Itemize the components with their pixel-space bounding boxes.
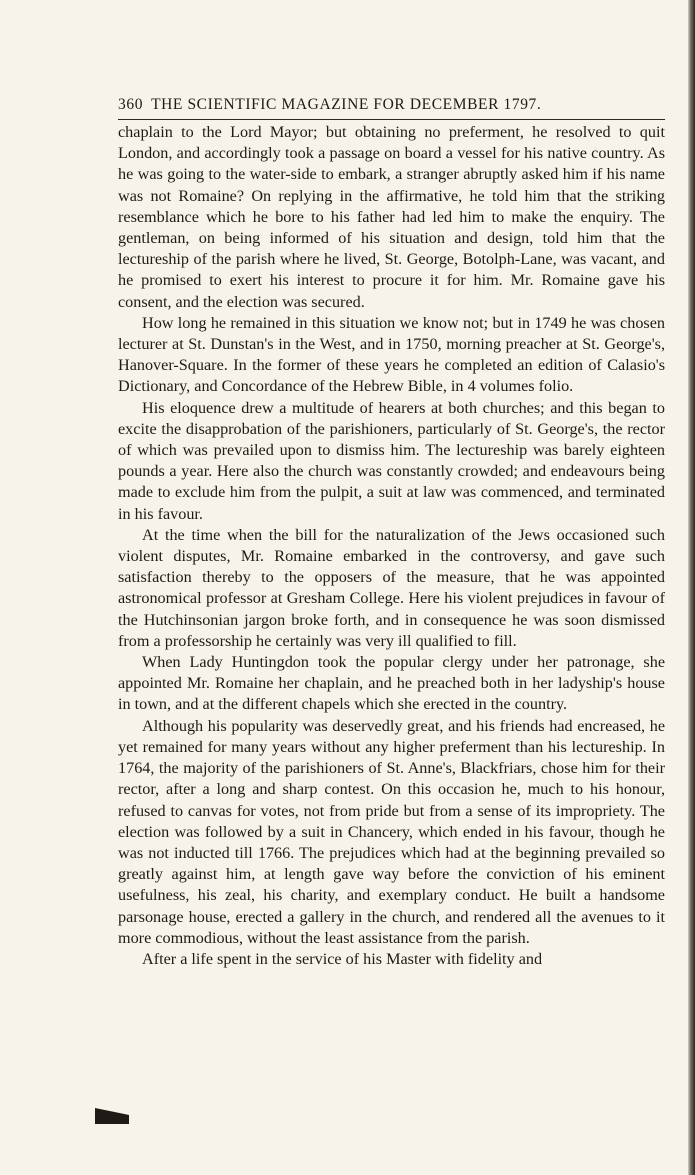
paragraph-6: Although his popularity was deservedly great, and his friends had encreased, he yet remained for many years without any higher preferment than his lectureship. In 1764, the majority of the parishioners of St. Anne's, Blackfriars, chose him for their rector, after a long and sharp contest. On this occasion he, much to his honour, refused to canvas for votes, not from pride but from a sense of its impropriety. The election was followed by a suit in Chancery, which ended in his favour, though he was not inducted till 1766. The prejudices which had at the beginning prevailed so greatly against him, at length gave way before the conviction of his eminent usefulness, his zeal, his charity, and exemplary conduct. He built a handsome parsonage house, erected a gallery in the church, and rendered all the avenues to it more commodious, without the least assistance from the parish. <box>118 716 665 947</box>
article-body <box>118 122 665 970</box>
page-edge-shadow <box>688 0 695 1175</box>
paragraph-3: His eloquence drew a multitude of hearers at both churches; and this began to excite the disapprobation of the parishioners, particularly of St. George's, the rector of which was prevailed upon to dismiss him. The lectureship was barely eighteen pounds a year. Here also the church was constantly crowded; and endeavours being made to exclude him from the pulpit, a suit at law was commenced, and terminated in his favour. <box>118 398 665 523</box>
paragraph-7: After a life spent in the service of his Master with fidelity and <box>142 949 543 968</box>
page <box>118 94 665 970</box>
running-head <box>118 94 665 116</box>
arrow-pointer-icon <box>95 1108 129 1124</box>
header-rule <box>118 119 665 120</box>
paragraph-1: chaplain to the Lord Mayor; but obtaining no preferment, he resolved to quit London, and accordingly took a passage on board a vessel for his native country. As he was going to the water-side to embark, a stranger abruptly asked him if his name was not Romaine? On replying in the affirmative, he told him that the striking resemblance which he bore to his father had led him to make the enquiry. The gentleman, on being informed of his situation and design, told him that the lectureship of the parish where he lived, St. George, Botolph-Lane, was vacant, and he promised to exert his interest to procure it for him. Mr. Romaine gave his consent, and the election was secured. <box>118 123 665 311</box>
paragraph-2: How long he remained in this situation we know not; but in 1749 he was chosen lecturer at St. Dunstan's in the West, and in 1750, morning preacher at St. George's, Hanover-Square. In the former of these years he completed an edition of Calasio's Dictionary, and Concordance of the Hebrew Bible, in 4 volumes folio. <box>118 313 665 396</box>
paragraph-5: When Lady Huntingdon took the popular clergy under her patronage, she appointed Mr. Romaine her chaplain, and he preached both in her ladyship's house in town, and at the different chapels which she erected in the country. <box>118 653 665 714</box>
page-number: 360 <box>118 96 144 113</box>
paragraph-4: At the time when the bill for the naturalization of the Jews occasioned such violent disputes, Mr. Romaine embarked in the controversy, and gave such satisfaction thereby to the opposers of the measure, that he was appointed astronomical professor at Gresham College. Here his violent prejudices in favour of the Hutchinsonian jargon broke forth, and in consequence he was soon dismissed from a professorship he certainly was very ill qualified to fill. <box>118 525 665 650</box>
magazine-title: THE SCIENTIFIC MAGAZINE FOR DECEMBER 1797. <box>151 96 542 113</box>
